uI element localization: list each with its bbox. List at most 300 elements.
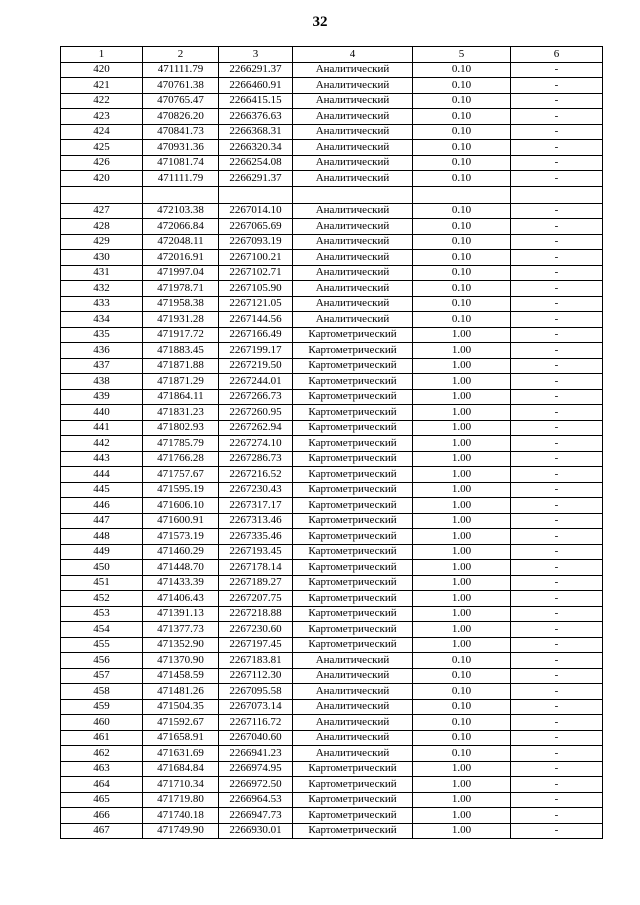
table-cell: -	[511, 109, 603, 125]
table-cell: Аналитический	[293, 653, 413, 669]
table-cell: 1.00	[413, 544, 511, 560]
table-cell: -	[511, 668, 603, 684]
table-cell: 445	[61, 482, 143, 498]
table-row	[61, 637, 603, 653]
table-row	[61, 823, 603, 839]
table-cell: 2267218.88	[219, 606, 293, 622]
table-cell: 2267095.58	[219, 684, 293, 700]
table-cell: 0.10	[413, 653, 511, 669]
table-row	[61, 668, 603, 684]
table-cell: 471740.18	[143, 808, 219, 824]
table-cell: -	[511, 544, 603, 560]
table-cell: -	[511, 296, 603, 312]
table-row	[61, 653, 603, 669]
table-cell: -	[511, 715, 603, 731]
table-cell: 2267219.50	[219, 358, 293, 374]
table-cell: 2267105.90	[219, 281, 293, 297]
table-cell: 471460.29	[143, 544, 219, 560]
table-cell: 459	[61, 699, 143, 715]
table-cell: 471352.90	[143, 637, 219, 653]
table-cell: 471917.72	[143, 327, 219, 343]
table-cell: 457	[61, 668, 143, 684]
table-row	[61, 730, 603, 746]
table-row	[61, 792, 603, 808]
table-row	[61, 219, 603, 235]
table-cell: 2267100.21	[219, 250, 293, 266]
table-cell: 464	[61, 777, 143, 793]
table-cell: 471864.11	[143, 389, 219, 405]
table-cell: 2267197.45	[219, 637, 293, 653]
table-cell: 472048.11	[143, 234, 219, 250]
table-cell: 471958.38	[143, 296, 219, 312]
table-cell: 0.10	[413, 93, 511, 109]
table-cell: 2267216.52	[219, 467, 293, 483]
table-cell: 424	[61, 124, 143, 140]
table-cell: 463	[61, 761, 143, 777]
table-cell: 0.10	[413, 171, 511, 187]
table-cell: 2266972.50	[219, 777, 293, 793]
table-row	[61, 62, 603, 78]
column-header: 3	[219, 47, 293, 63]
table-header-row	[61, 47, 603, 63]
table-cell: 433	[61, 296, 143, 312]
table-cell	[293, 186, 413, 203]
table-cell: 2267183.81	[219, 653, 293, 669]
table-cell: 0.10	[413, 265, 511, 281]
table-cell: -	[511, 250, 603, 266]
table-cell: Картометрический	[293, 405, 413, 421]
table-cell: 446	[61, 498, 143, 514]
table-cell: 442	[61, 436, 143, 452]
table-row	[61, 544, 603, 560]
table-cell: -	[511, 281, 603, 297]
table-cell: -	[511, 622, 603, 638]
table-cell: Картометрический	[293, 575, 413, 591]
table-cell: -	[511, 374, 603, 390]
table-cell: 2267065.69	[219, 219, 293, 235]
table-cell: 423	[61, 109, 143, 125]
table-cell: Аналитический	[293, 699, 413, 715]
table-cell: 2267260.95	[219, 405, 293, 421]
table-cell: 471448.70	[143, 560, 219, 576]
table-row	[61, 715, 603, 731]
table-cell: Картометрический	[293, 343, 413, 359]
table-row	[61, 93, 603, 109]
table-cell: -	[511, 746, 603, 762]
table-cell: 1.00	[413, 405, 511, 421]
table-cell: 0.10	[413, 281, 511, 297]
table-cell: 471481.26	[143, 684, 219, 700]
table-row	[61, 78, 603, 94]
table-cell: Аналитический	[293, 109, 413, 125]
table-cell: -	[511, 62, 603, 78]
table-cell: 0.10	[413, 219, 511, 235]
table-cell: 0.10	[413, 715, 511, 731]
table-cell: 2267199.17	[219, 343, 293, 359]
table-cell: Аналитический	[293, 171, 413, 187]
table-cell: 1.00	[413, 374, 511, 390]
table-cell: 0.10	[413, 668, 511, 684]
table-cell: 1.00	[413, 792, 511, 808]
table-row	[61, 109, 603, 125]
table-cell: 2267116.72	[219, 715, 293, 731]
table-cell: 0.10	[413, 155, 511, 171]
table-cell: 1.00	[413, 436, 511, 452]
table-cell: Картометрический	[293, 389, 413, 405]
table-cell: 471997.04	[143, 265, 219, 281]
table-cell: 2266291.37	[219, 171, 293, 187]
table-cell: 471600.91	[143, 513, 219, 529]
table-cell: 2267166.49	[219, 327, 293, 343]
table-cell	[511, 186, 603, 203]
table-cell: Картометрический	[293, 637, 413, 653]
table-cell: -	[511, 93, 603, 109]
table-cell: 456	[61, 653, 143, 669]
table-cell: Картометрический	[293, 529, 413, 545]
table-cell: 451	[61, 575, 143, 591]
coordinates-table	[60, 46, 603, 839]
table-cell: -	[511, 312, 603, 328]
table-cell: 471719.80	[143, 792, 219, 808]
table-row	[61, 250, 603, 266]
table-cell: 460	[61, 715, 143, 731]
table-row	[61, 281, 603, 297]
table-cell: 471871.88	[143, 358, 219, 374]
table-cell: -	[511, 124, 603, 140]
table-cell: -	[511, 78, 603, 94]
table-cell: -	[511, 792, 603, 808]
table-cell: 2267230.60	[219, 622, 293, 638]
table-cell: -	[511, 155, 603, 171]
table-cell: Аналитический	[293, 78, 413, 94]
table-cell: 2267244.01	[219, 374, 293, 390]
page-number: 32	[312, 14, 328, 30]
table-row	[61, 699, 603, 715]
table-cell: -	[511, 451, 603, 467]
table-cell: -	[511, 265, 603, 281]
table-cell: 1.00	[413, 343, 511, 359]
table-cell: 472066.84	[143, 219, 219, 235]
table-cell: 452	[61, 591, 143, 607]
table-cell: Картометрический	[293, 482, 413, 498]
table-cell: 2267286.73	[219, 451, 293, 467]
table-cell: 1.00	[413, 358, 511, 374]
table-cell: 1.00	[413, 606, 511, 622]
table-cell: 471573.19	[143, 529, 219, 545]
table-cell: 0.10	[413, 312, 511, 328]
column-header: 1	[61, 47, 143, 63]
table-cell: 432	[61, 281, 143, 297]
table-row	[61, 777, 603, 793]
table-cell	[61, 186, 143, 203]
table-cell: 0.10	[413, 699, 511, 715]
table-cell: Аналитический	[293, 234, 413, 250]
table-cell: 2266291.37	[219, 62, 293, 78]
table-cell: 471785.79	[143, 436, 219, 452]
table-cell: Картометрический	[293, 513, 413, 529]
table-cell: 425	[61, 140, 143, 156]
table-cell: 426	[61, 155, 143, 171]
table-row	[61, 420, 603, 436]
table-cell: 471978.71	[143, 281, 219, 297]
table-row	[61, 296, 603, 312]
table-cell: Аналитический	[293, 250, 413, 266]
table-cell: Картометрический	[293, 560, 413, 576]
table-cell: 1.00	[413, 761, 511, 777]
table-cell: 471757.67	[143, 467, 219, 483]
table-row	[61, 591, 603, 607]
table-cell: -	[511, 389, 603, 405]
table-cell: Аналитический	[293, 684, 413, 700]
table-cell: -	[511, 467, 603, 483]
table-row	[61, 808, 603, 824]
table-cell: 471595.19	[143, 482, 219, 498]
table-cell: Картометрический	[293, 792, 413, 808]
table-cell: 429	[61, 234, 143, 250]
table-row	[61, 186, 603, 203]
table-cell: 2266974.95	[219, 761, 293, 777]
table-cell: -	[511, 234, 603, 250]
table-cell: -	[511, 606, 603, 622]
table-row	[61, 761, 603, 777]
table-cell: Картометрический	[293, 420, 413, 436]
table-cell: 0.10	[413, 746, 511, 762]
table-cell: 471081.74	[143, 155, 219, 171]
table-cell: 2267102.71	[219, 265, 293, 281]
table-cell: Картометрический	[293, 467, 413, 483]
table-cell: 2267189.27	[219, 575, 293, 591]
table-cell: 471406.43	[143, 591, 219, 607]
table-cell: Аналитический	[293, 715, 413, 731]
table-cell: -	[511, 498, 603, 514]
table-cell: 443	[61, 451, 143, 467]
table-cell: 471831.23	[143, 405, 219, 421]
table-cell: Картометрический	[293, 761, 413, 777]
table-cell: 2266947.73	[219, 808, 293, 824]
table-cell: 471458.59	[143, 668, 219, 684]
table-row	[61, 513, 603, 529]
table-cell: 471377.73	[143, 622, 219, 638]
table-cell: -	[511, 761, 603, 777]
table-cell: -	[511, 343, 603, 359]
table-cell: 1.00	[413, 529, 511, 545]
table-cell: 2266320.34	[219, 140, 293, 156]
table-cell: 444	[61, 467, 143, 483]
table-cell: 2267262.94	[219, 420, 293, 436]
table-cell: 448	[61, 529, 143, 545]
table-row	[61, 389, 603, 405]
table-cell: 471111.79	[143, 171, 219, 187]
table-cell: 1.00	[413, 327, 511, 343]
table-cell: 1.00	[413, 622, 511, 638]
table-row	[61, 343, 603, 359]
table-cell: 461	[61, 730, 143, 746]
table-cell: 466	[61, 808, 143, 824]
table-cell: 471631.69	[143, 746, 219, 762]
column-header: 6	[511, 47, 603, 63]
table-cell: 471592.67	[143, 715, 219, 731]
table-cell: 0.10	[413, 234, 511, 250]
table-row	[61, 312, 603, 328]
table-cell: Аналитический	[293, 746, 413, 762]
table-cell: 2266376.63	[219, 109, 293, 125]
table-cell: 2267121.05	[219, 296, 293, 312]
table-cell: Картометрический	[293, 823, 413, 839]
table-cell: 1.00	[413, 467, 511, 483]
table-cell: Картометрический	[293, 622, 413, 638]
table-cell: 449	[61, 544, 143, 560]
table-cell: 1.00	[413, 777, 511, 793]
table-cell: 462	[61, 746, 143, 762]
table-cell: -	[511, 560, 603, 576]
table-cell: 420	[61, 171, 143, 187]
table-row	[61, 234, 603, 250]
table-cell	[413, 186, 511, 203]
table-cell: -	[511, 358, 603, 374]
table-cell: 0.10	[413, 62, 511, 78]
table-cell: -	[511, 575, 603, 591]
table-cell: 471749.90	[143, 823, 219, 839]
table-cell: Аналитический	[293, 62, 413, 78]
table-cell: 471802.93	[143, 420, 219, 436]
table-cell: 471684.84	[143, 761, 219, 777]
table-cell	[143, 186, 219, 203]
table-row	[61, 436, 603, 452]
table-cell: -	[511, 203, 603, 219]
table-row	[61, 622, 603, 638]
table-cell: Аналитический	[293, 155, 413, 171]
table-cell: 1.00	[413, 513, 511, 529]
table-cell: Аналитический	[293, 730, 413, 746]
table-cell: Аналитический	[293, 140, 413, 156]
table-cell: 2267178.14	[219, 560, 293, 576]
table-cell: 1.00	[413, 451, 511, 467]
table-row	[61, 327, 603, 343]
table-row	[61, 140, 603, 156]
table-cell: 439	[61, 389, 143, 405]
table-cell: 470761.38	[143, 78, 219, 94]
table-cell: 0.10	[413, 203, 511, 219]
table-cell: 1.00	[413, 637, 511, 653]
table-cell: 470841.73	[143, 124, 219, 140]
table-cell: -	[511, 777, 603, 793]
table-cell: Картометрический	[293, 591, 413, 607]
table-cell: -	[511, 653, 603, 669]
table-cell: Картометрический	[293, 777, 413, 793]
table-cell: 2267112.30	[219, 668, 293, 684]
table-cell: 1.00	[413, 420, 511, 436]
table-cell: 471433.39	[143, 575, 219, 591]
table-cell: 0.10	[413, 124, 511, 140]
table-cell: 470765.47	[143, 93, 219, 109]
table-cell: 434	[61, 312, 143, 328]
table-cell: 471710.34	[143, 777, 219, 793]
table-cell: Картометрический	[293, 327, 413, 343]
table-cell: 422	[61, 93, 143, 109]
table-row	[61, 374, 603, 390]
table-cell: 471391.13	[143, 606, 219, 622]
column-header: 4	[293, 47, 413, 63]
table-cell: 471370.90	[143, 653, 219, 669]
table-cell: Картометрический	[293, 358, 413, 374]
table-cell: 2267266.73	[219, 389, 293, 405]
table-row	[61, 575, 603, 591]
table-cell: 441	[61, 420, 143, 436]
table-row	[61, 467, 603, 483]
table-cell: 1.00	[413, 498, 511, 514]
table-cell: Картометрический	[293, 498, 413, 514]
table-cell: -	[511, 436, 603, 452]
table-cell: 470826.20	[143, 109, 219, 125]
table-cell: 2266460.91	[219, 78, 293, 94]
table-cell: 472103.38	[143, 203, 219, 219]
table-cell: -	[511, 808, 603, 824]
table-cell: 2266964.53	[219, 792, 293, 808]
table-row	[61, 358, 603, 374]
table-cell: 455	[61, 637, 143, 653]
column-header: 2	[143, 47, 219, 63]
table-cell: 470931.36	[143, 140, 219, 156]
table-cell: -	[511, 591, 603, 607]
table-cell: -	[511, 730, 603, 746]
table-cell: 472016.91	[143, 250, 219, 266]
table-cell: Картометрический	[293, 374, 413, 390]
table-cell: 2267274.10	[219, 436, 293, 452]
table-row	[61, 155, 603, 171]
table-cell: 436	[61, 343, 143, 359]
table-cell: 471504.35	[143, 699, 219, 715]
table-cell: 1.00	[413, 482, 511, 498]
column-header: 5	[413, 47, 511, 63]
table-cell: 2266941.23	[219, 746, 293, 762]
table-cell: Картометрический	[293, 544, 413, 560]
table-cell: -	[511, 327, 603, 343]
table-cell: 2266930.01	[219, 823, 293, 839]
table-cell: Аналитический	[293, 296, 413, 312]
table-cell: 1.00	[413, 808, 511, 824]
table-cell: 454	[61, 622, 143, 638]
table-cell: 471883.45	[143, 343, 219, 359]
table-row	[61, 171, 603, 187]
table-cell: 1.00	[413, 389, 511, 405]
table-cell: 467	[61, 823, 143, 839]
table-cell: Аналитический	[293, 281, 413, 297]
table-row	[61, 265, 603, 281]
table-cell: 0.10	[413, 684, 511, 700]
table-cell: Аналитический	[293, 93, 413, 109]
table-cell: 2267230.43	[219, 482, 293, 498]
table-cell: -	[511, 171, 603, 187]
table-cell: -	[511, 699, 603, 715]
table-cell: 0.10	[413, 109, 511, 125]
table-cell: 2267040.60	[219, 730, 293, 746]
table-row	[61, 606, 603, 622]
table-cell: -	[511, 420, 603, 436]
table-cell: 437	[61, 358, 143, 374]
table-cell: Картометрический	[293, 606, 413, 622]
table-cell: 458	[61, 684, 143, 700]
table-cell: -	[511, 529, 603, 545]
table-cell: Аналитический	[293, 312, 413, 328]
table-cell: 2267317.17	[219, 498, 293, 514]
table-cell: 435	[61, 327, 143, 343]
table-cell: Аналитический	[293, 203, 413, 219]
table-cell: 1.00	[413, 823, 511, 839]
table-cell: 471931.28	[143, 312, 219, 328]
table-row	[61, 405, 603, 421]
table-cell: 2266368.31	[219, 124, 293, 140]
table-cell: 438	[61, 374, 143, 390]
